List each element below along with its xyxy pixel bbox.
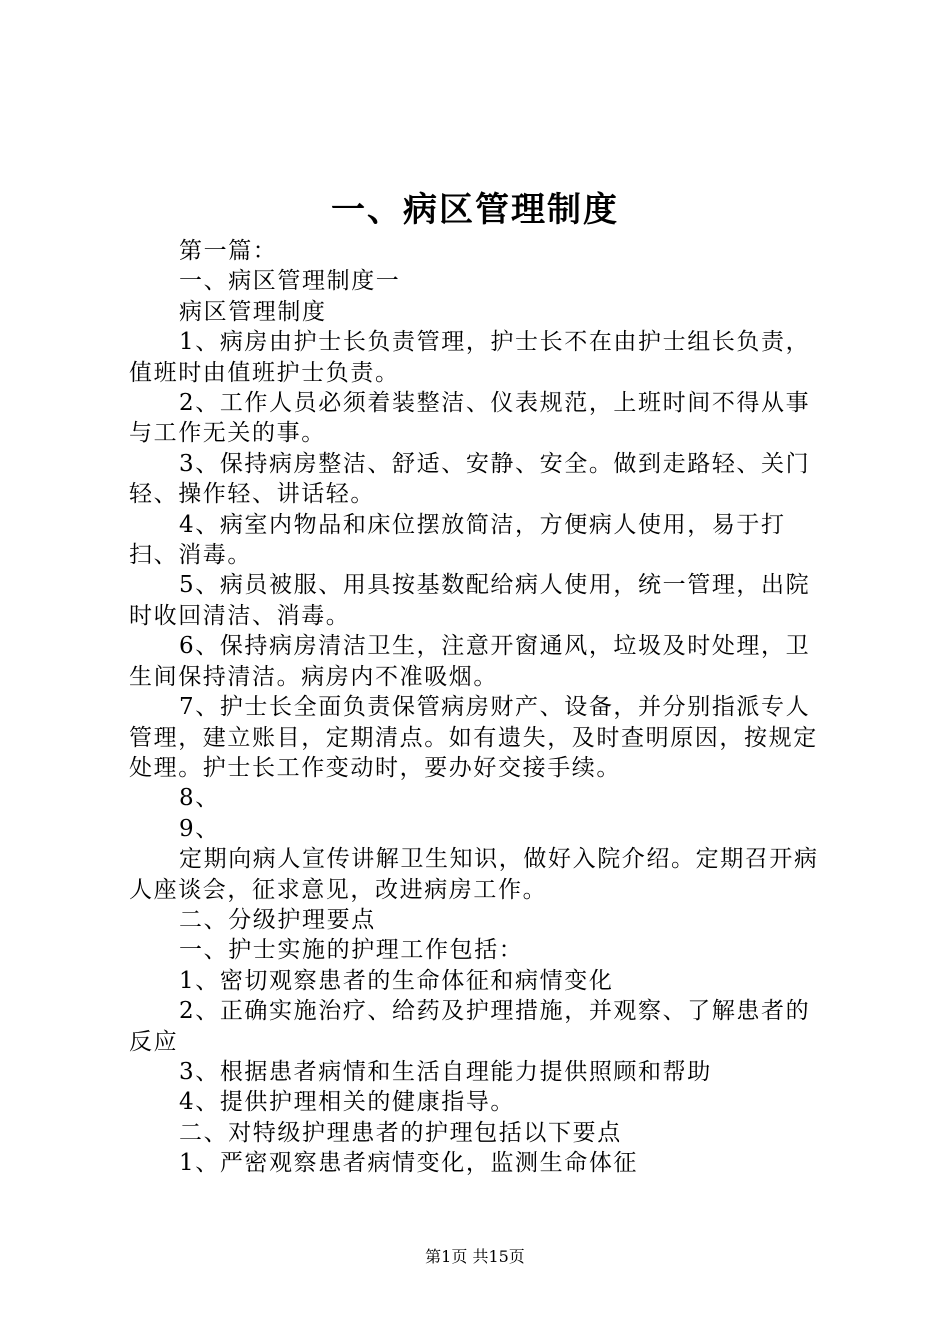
paragraph: 二、对特级护理患者的护理包括以下要点 [179, 1119, 622, 1146]
paragraph: 3、根据患者病情和生活自理能力提供照顾和帮助 [179, 1058, 712, 1085]
paragraph: 8、 [179, 785, 220, 812]
paragraph: 定期向病人宣传讲解卫生知识，做好入院介绍。定期召开病人座谈会，征求意见，改进病房工作。 [129, 846, 819, 903]
paragraph: 2、正确实施治疗、给药及护理措施，并观察、了解患者的反应 [129, 998, 811, 1055]
paragraph: 1、病房由护士长负责管理，护士长不在由护士组长负责，值班时由值班护士负责。 [129, 329, 811, 386]
paragraph: 2、工作人员必须着装整洁、仪表规范，上班时间不得从事与工作无关的事。 [129, 390, 811, 447]
paragraph: 7、护士长全面负责保管病房财产、设备，并分别指派专人管理，建立账目，定期清点。如有遗失，及时查明原因，按规定处理。护士长工作变动时，要办好交接手续。 [129, 694, 818, 781]
paragraph: 6、保持病房清洁卫生，注意开窗通风，垃圾及时处理，卫生间保持清洁。病房内不准吸烟。 [129, 633, 811, 690]
document-body [129, 236, 829, 1179]
paragraph: 4、病室内物品和床位摆放简洁，方便病人使用，易于打扫、消毒。 [129, 511, 786, 569]
paragraph: 9、 [179, 815, 220, 842]
document-title: 一、病区管理制度 [331, 190, 619, 230]
paragraph: 一、护士实施的护理工作包括： [179, 937, 524, 964]
paragraph: 二、分级护理要点 [179, 906, 376, 933]
paragraph: 1、严密观察患者病情变化，监测生命体征 [179, 1150, 639, 1177]
paragraph: 5、病员被服、用具按基数配给病人使用，统一管理，出院时收回清洁、消毒。 [129, 572, 811, 629]
paragraph: 第一篇： [179, 238, 278, 264]
page-footer: 第1页 共15页 [425, 1247, 525, 1266]
paragraph: 病区管理制度 [179, 298, 327, 325]
paragraph: 3、保持病房整洁、舒适、安静、安全。做到走路轻、关门轻、操作轻、讲话轻。 [129, 450, 811, 508]
paragraph: 1、密切观察患者的生命体征和病情变化 [179, 967, 614, 994]
paragraph: 一、病区管理制度一 [179, 268, 401, 295]
paragraph: 4、提供护理相关的健康指导。 [179, 1089, 516, 1116]
